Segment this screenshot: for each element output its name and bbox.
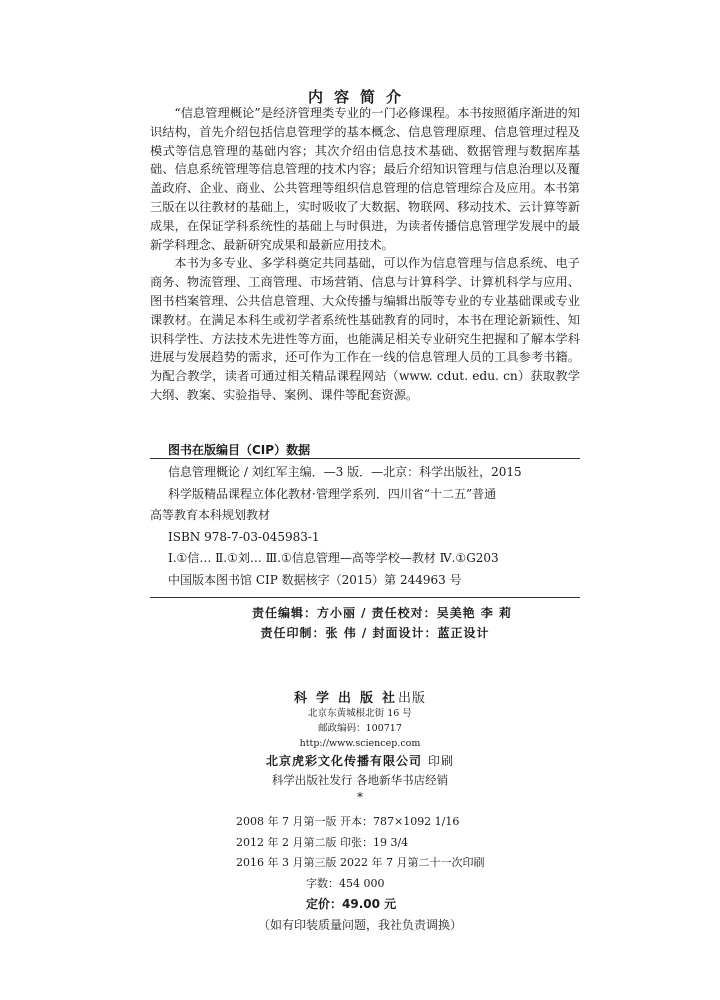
word-count: 字数：454 000 xyxy=(306,876,385,890)
credits-production: 责任印制：张 伟 / 封面设计：蓝正设计 xyxy=(260,626,490,640)
edition-line-1: 2008 年 7 月第一版 开本：787×1092 1/16 xyxy=(236,815,460,828)
credits-editors: 责任编辑：方小丽 / 责任校对：吴美艳 李 莉 xyxy=(251,606,513,620)
printer-line xyxy=(0,752,720,769)
cip-line-title: 信息管理概论 / 刘红军主编．—3 版．—北京：科学出版社，2015 xyxy=(168,465,522,479)
edition-block xyxy=(236,812,484,915)
cip-bottom-rule xyxy=(150,597,580,598)
quality-notice: （如有印装质量问题，我社负责调换） xyxy=(257,918,462,932)
publisher-name: 科学出版社 xyxy=(293,691,404,706)
edition-line-3: 2016 年 3 月第三版 2022 年 7 月第二十一次印刷 xyxy=(236,856,485,869)
publisher-role: 出版 xyxy=(398,691,427,706)
publisher-url: http://www.sciencep.com xyxy=(299,738,421,749)
cip-record xyxy=(150,462,580,591)
price: 定价：49.00 元 xyxy=(306,897,397,911)
separator-star: * xyxy=(357,790,363,804)
publisher-address: 北京东黄城根北街 16 号 xyxy=(308,708,412,719)
intro-paragraph-2: 本书为多专业、多学科奠定共同基础，可以作为信息管理与信息系统、电子商务、物流管理、工商管理、市场营销、信息与计算科学、计算机科学与应用、图书档案管理、公共信息管理、大众传播与编辑出版等专业的专业基础课或专业课教材。在满足本科生或初学者系统性基础教育的同时，本书在理论新颖性、知识科学性、方法技术先进性等方面，也能满足相关专业研究生把握和了解本学科进展与发展趋势的需求，还可作为工作在一线的信息管理人员的工具参考书籍。为配合教学，读者可通过相关精品课程网站（www. cdut. edu. cn）获取教学大纲、教案、实验指导、案例、课件等配套资源。 xyxy=(150,256,580,402)
distribution-line: 科学出版社发行 各地新华书店经销 xyxy=(271,773,449,787)
cip-line-number: 中国版本图书馆 CIP 数据核字（2015）第 244963 号 xyxy=(168,572,462,587)
cip-line-subjects: Ⅰ.①信… Ⅱ.①刘… Ⅲ.①信息管理—高等学校—教材 Ⅳ.①G203 xyxy=(168,551,499,565)
publisher-line xyxy=(0,687,720,706)
edition-line-2: 2012 年 2 月第二版 印张：19 3/4 xyxy=(236,835,409,849)
cip-top-rule xyxy=(150,458,580,459)
printer-name: 北京虎彩文化传播有限公司 xyxy=(265,754,422,768)
intro-paragraph-1: “信息管理概论”是经济管理类专业的一门必修课程。本书按照循序渐进的知识结构，首先介绍包括信息管理学的基本概念、信息管理原理、信息管理过程及模式等信息管理的基础内容；其次介绍由信息技术基础、数据管理与数据库基础、信息系统管理等信息管理的技术内容；最后介绍知识管理与信息治理以及覆盖政府、企业、商业、公共管理等组织信息管理的信息管理综合及应用。本书第三版在以往教材的基础上，实时吸收了大数据、物联网、移动技术、云计算等新成果，在保证学科系统性的基础上与时俱进，为读者传播信息管理学发展中的最新学科理念、最新研究成果和最新应用技术。 xyxy=(150,106,580,252)
printer-role: 印刷 xyxy=(428,754,455,768)
cip-line-series: 科学版精品课程立体化教材·管理学系列．四川省“十二五”普通 xyxy=(168,486,497,501)
cip-line-series-cont: 高等教育本科规划教材 xyxy=(150,508,271,522)
credits xyxy=(0,603,720,643)
intro-title: 内容简介 xyxy=(307,88,412,106)
intro-section xyxy=(150,104,580,405)
cip-line-isbn: ISBN 978-7-03-045983-1 xyxy=(168,529,320,544)
publisher-block xyxy=(0,687,720,788)
cip-title: 图书在版编目（CIP）数据 xyxy=(168,443,311,457)
publisher-postcode: 邮政编码：100717 xyxy=(318,723,402,734)
